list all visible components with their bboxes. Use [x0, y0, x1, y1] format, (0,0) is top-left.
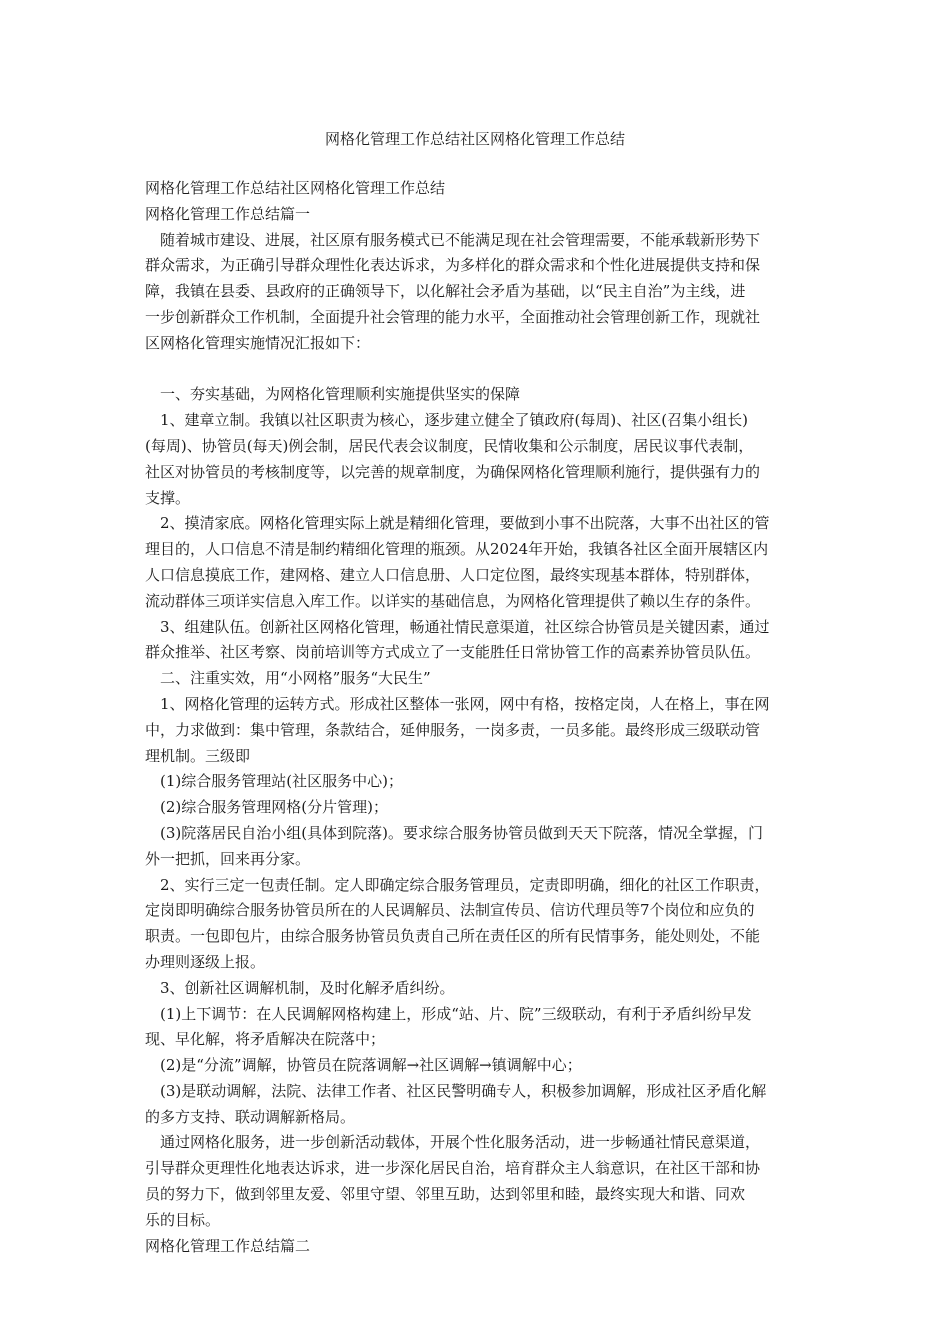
text-line: (每周)、协管员(每天)例会制，居民代表会议制度，民情收集和公示制度，居民议事代表制， [145, 436, 754, 455]
text-line: 定岗即明确综合服务协管员所在的人民调解员、法制宣传员、信访代理员等7个岗位和应负的 [145, 901, 755, 920]
text-line: 区网格化管理实施情况汇报如下： [145, 333, 371, 352]
document-body [145, 176, 810, 1259]
subsection-heading: 二、注重实效，用“小网格”服务“大民生” [160, 669, 431, 688]
text-line: 3、组建队伍。创新社区网格化管理，畅通社情民意渠道，社区综合协管员是关键因素，通过 [160, 617, 770, 636]
text-line: 随着城市建设、进展，社区原有服务模式已不能满足现在社会管理需要，不能承载新形势下 [160, 230, 761, 249]
text-line: 1、建章立制。我镇以社区职责为核心，逐步建立健全了镇政府(每周)、社区(召集小组长) [160, 411, 748, 430]
section-heading: 网格化管理工作总结篇一 [145, 204, 311, 223]
text-line: 外一把抓，回来再分家。 [145, 849, 311, 868]
list-item: (1)上下调节：在人民调解网格构建上，形成“站、片、院”三级联动，有利于矛盾纠纷早发 [160, 1004, 752, 1023]
text-line: 中，力求做到：集中管理，条款结合，延伸服务，一岗多责，一员多能。最终形成三级联动管 [145, 720, 761, 739]
list-item: (3)院落居民自治小组(具体到院落)。要求综合服务协管员做到天天下院落，情况全掌握，门 [160, 823, 763, 842]
text-line: 乐的目标。 [145, 1210, 221, 1229]
text-line: 人口信息摸底工作，建网格、建立人口信息册、人口定位图，最终实现基本群体，特别群体， [145, 565, 761, 584]
text-line: 群众推举、社区考察、岗前培训等方式成立了一支能胜任日常协管工作的高素养协管员队伍。 [145, 643, 761, 662]
text-line: 通过网格化服务，进一步创新活动载体，开展个性化服务活动，进一步畅通社情民意渠道， [160, 1133, 761, 1152]
text-line: 障，我镇在县委、县政府的正确领导下，以化解社会矛盾为基础，以“民主自治”为主线，进 [145, 282, 746, 301]
document-title: 网格化管理工作总结社区网格化管理工作总结 [324, 130, 625, 148]
subsection-heading: 一、夯实基础，为网格化管理顺利实施提供坚实的保障 [160, 385, 521, 404]
list-item: (1)综合服务管理站(社区服务中心)； [160, 772, 403, 791]
text-line: 理目的，人口信息不清是制约精细化管理的瓶颈。从2024年开始，我镇各社区全面开展辖区内 [145, 540, 769, 559]
text-line: 办理则逐级上报。 [145, 952, 266, 971]
text-line: 社区对协管员的考核制度等，以完善的规章制度，为确保网格化管理顺利施行，提供强有力的 [145, 462, 761, 481]
section-heading: 网格化管理工作总结篇二 [145, 1236, 311, 1255]
heading-line: 网格化管理工作总结社区网格化管理工作总结 [145, 179, 446, 197]
text-line: 的多方支持、联动调解新格局。 [145, 1107, 356, 1126]
text-line: 2、摸清家底。网格化管理实际上就是精细化管理，要做到小事不出院落，大事不出社区的管 [160, 514, 770, 533]
text-line: 引导群众更理性化地表达诉求，进一步深化居民自治，培育群众主人翁意识，在社区干部和协 [145, 1159, 761, 1178]
text-line: 流动群体三项详实信息入库工作。以详实的基础信息，为网格化管理提供了赖以生存的条件。 [145, 591, 761, 610]
list-item: (2)是“分流”调解，协管员在院落调解→社区调解→镇调解中心； [160, 1056, 582, 1075]
list-item: (3)是联动调解，法院、法律工作者、社区民警明确专人，积极参加调解，形成社区矛盾化解 [160, 1081, 767, 1100]
text-line: 支撑。 [145, 488, 191, 507]
text-line: 1、网格化管理的运转方式。形成社区整体一张网，网中有格，按格定岗，人在格上，事在网 [160, 694, 770, 713]
text-line: 群众需求，为正确引导群众理性化表达诉求，为多样化的群众需求和个性化进展提供支持和保 [145, 256, 761, 275]
text-line: 2、实行三定一包责任制。定人即确定综合服务管理员，定责即明确，细化的社区工作职责， [160, 875, 770, 894]
list-item: (2)综合服务管理网格(分片管理)； [160, 798, 388, 817]
text-line: 员的努力下，做到邻里友爱、邻里守望、邻里互助，达到邻里和睦，最终实现大和谐、同欢 [145, 1185, 746, 1204]
text-line: 一步创新群众工作机制，全面提升社会管理的能力水平，全面推动社会管理创新工作，现就社 [145, 307, 761, 326]
text-line: 理机制。三级即 [145, 746, 251, 765]
text-line: 职责。一包即包片，由综合服务协管员负责自己所在责任区的所有民情事务，能处则处，不能 [145, 927, 761, 946]
text-line: 3、创新社区调解机制，及时化解矛盾纠纷。 [160, 978, 455, 997]
text-line: 现、早化解，将矛盾解决在院落中； [145, 1030, 386, 1049]
